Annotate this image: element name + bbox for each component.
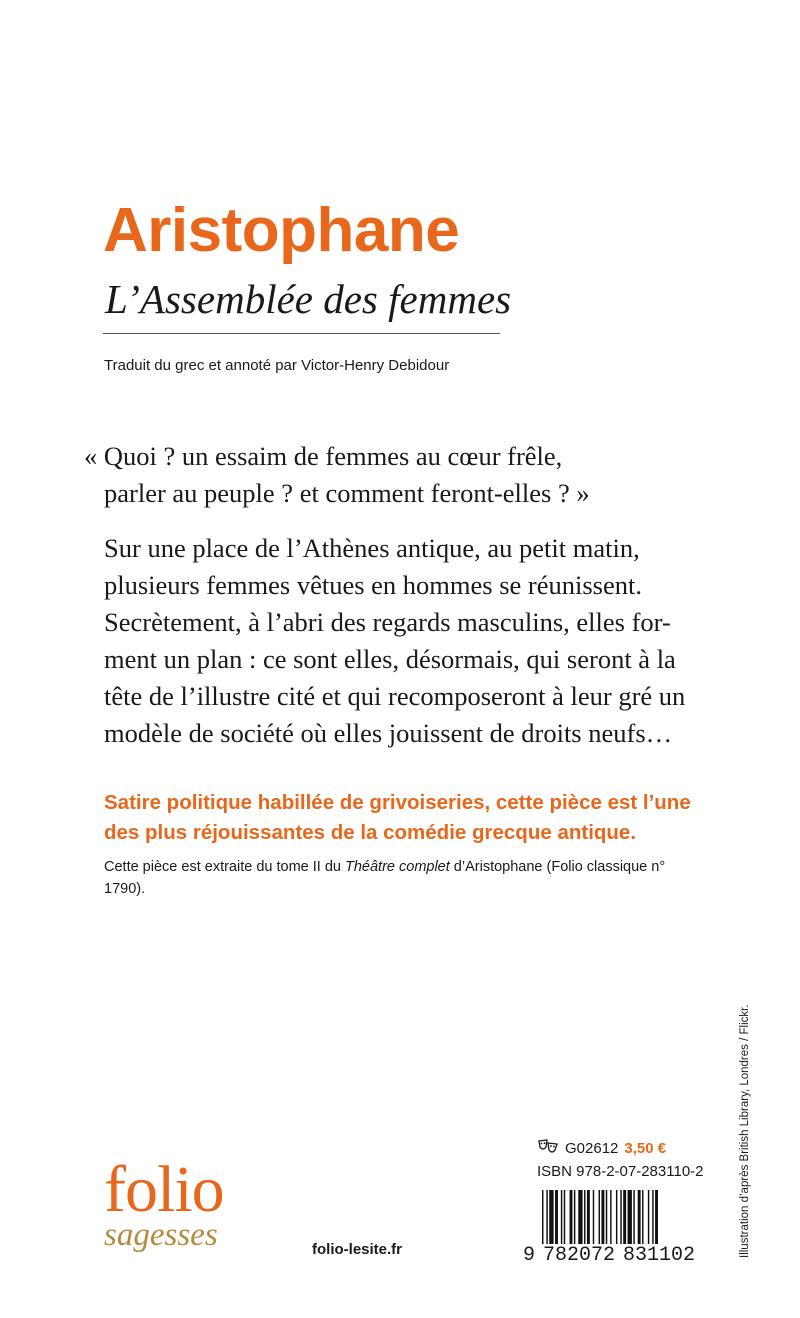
- barcode-bar: [561, 1190, 562, 1244]
- barcode-bar: [584, 1190, 585, 1244]
- barcode-bar: [633, 1190, 634, 1244]
- blurb-line: Secrètement, à l’abri des regards masculins, elles for-: [104, 607, 671, 637]
- barcode-bar: [655, 1190, 658, 1244]
- source-note: [104, 856, 704, 900]
- barcode-bar: [616, 1190, 617, 1244]
- barcode-bar: [570, 1190, 573, 1244]
- barcode-bar: [574, 1190, 575, 1244]
- barcode-bar: [593, 1190, 594, 1244]
- product-code: G02612: [565, 1140, 619, 1157]
- barcode-bar: [599, 1190, 600, 1244]
- barcode-bar: [623, 1190, 626, 1244]
- barcode-bar: [648, 1190, 649, 1244]
- barcode-bar: [546, 1190, 547, 1244]
- blurb-line: tête de l’illustre cité et qui recomposeront à leur gré un: [104, 681, 686, 711]
- barcode-bar: [578, 1190, 582, 1244]
- logo-folio: folio: [104, 1153, 224, 1226]
- barcode-bar: [549, 1190, 553, 1244]
- title-divider: [103, 333, 500, 334]
- epigraph-quote: [84, 438, 724, 512]
- theatre-masks-icon: [537, 1138, 559, 1160]
- quote-line: « Quoi ? un essaim de femmes au cœur frêle,: [84, 441, 563, 471]
- tagline-line: Satire politique habillée de grivoiseries, cette pièce est l’une: [104, 791, 691, 814]
- ean-digit-first: 9: [523, 1244, 536, 1267]
- logo-sagesses: sagesses: [104, 1217, 218, 1253]
- blurb-line: plusieurs femmes vêtues en hommes se réunissent.: [104, 570, 642, 600]
- barcode-bar: [587, 1190, 590, 1244]
- ean-digits-left: 782072: [543, 1244, 616, 1267]
- author-name: Aristophane: [103, 196, 460, 265]
- barcode-bar: [642, 1190, 643, 1244]
- ean-digits-right: 831102: [623, 1244, 696, 1267]
- barcode-bar: [542, 1190, 543, 1244]
- website-link[interactable]: folio-lesite.fr: [312, 1241, 403, 1258]
- folio-sagesses-logo: [104, 1153, 224, 1253]
- blurb-line: modèle de société où elles jouissent de droits neufs…: [104, 718, 673, 748]
- barcode-bar: [652, 1190, 653, 1244]
- translator-credit: Traduit du grec et annoté par Victor-Henry Debidour: [104, 357, 450, 374]
- barcode-bar: [610, 1190, 611, 1244]
- product-code-line: [537, 1138, 666, 1160]
- book-title: L’Assemblée des femmes: [105, 276, 512, 322]
- note-prefix: Cette pièce est extraite du tome II du: [104, 859, 345, 875]
- blurb-text: [104, 530, 714, 752]
- note-italic-title: Théâtre complet: [345, 859, 450, 875]
- isbn: ISBN 978-2-07-283110-2: [537, 1163, 704, 1180]
- barcode-bar: [564, 1190, 565, 1244]
- note-suffix: d’Aristophane (Folio classique n° 1790).: [104, 859, 666, 897]
- blurb-line: Sur une place de l’Athènes antique, au petit matin,: [104, 533, 640, 563]
- quote-line: parler au peuple ? et comment feront-elles ? »: [104, 478, 590, 508]
- barcode-bar: [606, 1190, 607, 1244]
- barcode: [542, 1190, 704, 1244]
- barcode-bar: [638, 1190, 641, 1244]
- tagline-line: des plus réjouissantes de la comédie grecque antique.: [104, 821, 637, 844]
- barcode-bar: [601, 1190, 604, 1244]
- barcode-bar: [620, 1190, 621, 1244]
- photo-credit: Illustration d’après British Library, Londres / Flickr.: [739, 1004, 751, 1258]
- price: 3,50 €: [624, 1140, 667, 1157]
- ean-digits: [523, 1243, 708, 1269]
- blurb-line: ment un plan : ce sont elles, désormais, qui seront à la: [104, 644, 676, 674]
- barcode-bar: [555, 1190, 558, 1244]
- barcode-bar: [628, 1190, 632, 1244]
- tagline: [104, 788, 724, 848]
